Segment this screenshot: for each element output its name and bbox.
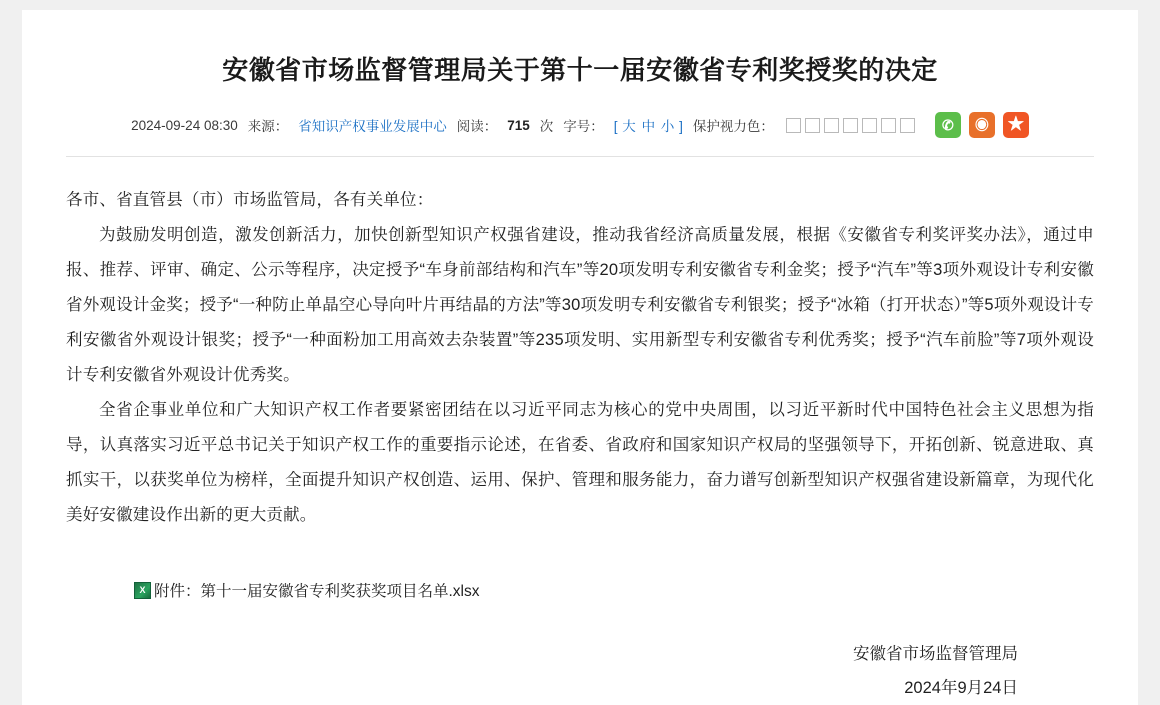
header-divider xyxy=(66,156,1094,157)
article-container xyxy=(22,10,1138,705)
eye-protect-label: 保护视力色： xyxy=(692,119,774,134)
eye-color-swatch[interactable] xyxy=(881,118,896,133)
read-unit: 次 xyxy=(539,119,554,134)
paragraph-award-decision: 为鼓励发明创造，激发创新活力，加快创新型知识产权强省建设，推动我省经济高质量发展，根据《安徽省专利奖评奖办法》，通过申报、推荐、评审、确定、公示等程序，决定授予“车身前部结构和汽车”等20项发明专利安徽省专利金奖；授予“汽车”等3项外观设计专利安徽省外观设计金奖；授予“一种防止单晶空心导向叶片再结晶的方法”等30项发明专利安徽省专利银奖；授予“冰箱（打开状态）”等5项外观设计专利安徽省外观设计银奖；授予“一种面粉加工用高效去杂装置”等235项发明、实用新型专利安徽省专利优秀奖；授予“汽车前脸”等7项外观设计专利安徽省外观设计优秀奖。 xyxy=(66,226,1094,384)
weibo-share-icon[interactable]: ◉ xyxy=(969,112,995,138)
share-icon-group xyxy=(935,112,1029,138)
article-meta-bar xyxy=(66,112,1094,138)
page-title: 安徽省市场监督管理局关于第十一届安徽省专利奖授奖的决定 xyxy=(222,55,938,85)
paragraph-salutation: 各市、省直管县（市）市场监管局，各有关单位： xyxy=(66,191,434,209)
eye-protect-color-swatches xyxy=(786,118,915,133)
article-body xyxy=(66,183,1094,533)
font-size-large-button[interactable]: 大 xyxy=(622,119,636,134)
publish-date: 2024-09-24 08:30 xyxy=(131,117,238,133)
eye-color-swatch[interactable] xyxy=(900,118,915,133)
paragraph-call-to-action: 全省企事业单位和广大知识产权工作者要紧密团结在以习近平同志为核心的党中央周围，以习近平新时代中国特色社会主义思想为指导，认真落实习近平总书记关于知识产权工作的重要指示论述，在省委、省政府和国家知识产权局的坚强领导下，开拓创新、锐意进取、真抓实干，以获奖单位为榜样，全面提升知识产权创造、运用、保护、管理和服务能力，奋力谱写创新型知识产权强省建设新篇章，为现代化美好安徽建设作出新的更大贡献。 xyxy=(66,401,1094,524)
eye-color-swatch[interactable] xyxy=(824,118,839,133)
signature-date: 2024年9月24日 xyxy=(904,679,1018,697)
read-label: 阅读： xyxy=(456,119,498,134)
font-size-switcher xyxy=(614,115,683,135)
excel-file-icon: X xyxy=(134,582,151,599)
wechat-share-icon[interactable]: ✆ xyxy=(935,112,961,138)
attachment-link[interactable]: 附件：第十一届安徽省专利奖获奖项目名单.xlsx xyxy=(154,583,480,600)
eye-color-swatch[interactable] xyxy=(843,118,858,133)
font-size-medium-button[interactable]: 中 xyxy=(641,119,656,134)
source-label: 来源： xyxy=(247,119,289,134)
bracket-right: ] xyxy=(679,119,683,134)
signature-block xyxy=(66,637,1094,705)
font-size-label: 字号： xyxy=(563,119,604,134)
bracket-left: [ xyxy=(613,119,618,134)
favorite-share-icon[interactable]: ★ xyxy=(1003,112,1029,138)
read-count: 715 xyxy=(507,117,530,133)
signature-org: 安徽省市场监督管理局 xyxy=(853,645,1018,663)
eye-color-swatch[interactable] xyxy=(805,118,820,133)
font-size-small-button[interactable]: 小 xyxy=(660,119,675,134)
eye-color-swatch[interactable] xyxy=(786,118,801,133)
attachment-row[interactable] xyxy=(66,579,1094,601)
source-name-link[interactable]: 省知识产权事业发展中心 xyxy=(298,119,447,134)
eye-color-swatch[interactable] xyxy=(862,118,877,133)
